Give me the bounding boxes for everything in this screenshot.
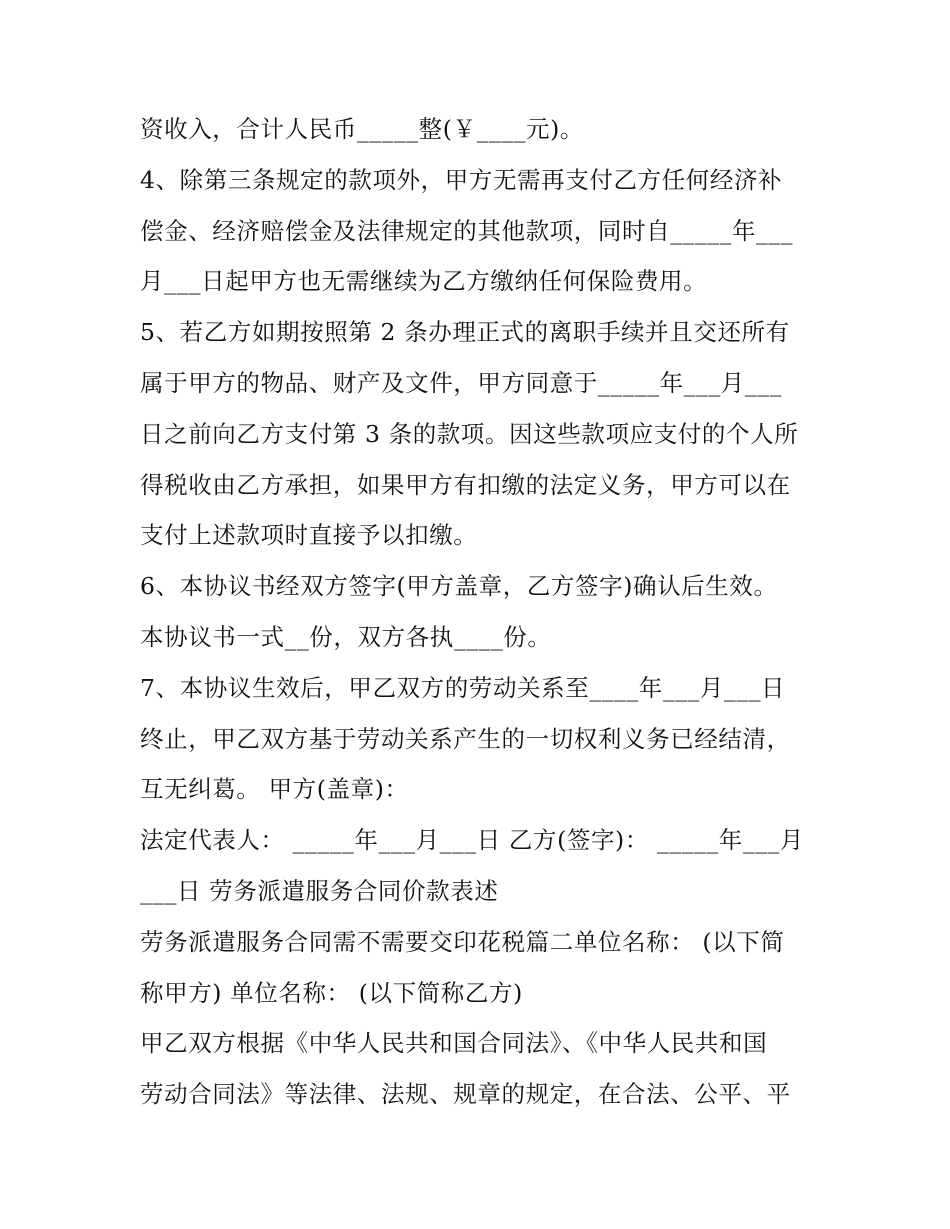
text-line: 偿金、经济赔偿金及法律规定的其他款项，同时自_____年___ <box>140 216 794 245</box>
text-line: 称甲方) 单位名称： (以下简称乙方) <box>140 978 523 1007</box>
text-line: 本协议书一式__份，双方各执____份。 <box>140 622 552 651</box>
text-line: 日之前向乙方支付第 3 条的款项。因这些款项应支付的个人所 <box>140 419 799 448</box>
text-line: 6、本协议书经双方签字(甲方盖章，乙方签字)确认后生效。 <box>140 572 778 601</box>
text-line: 属于甲方的物品、财产及文件，甲方同意于_____年___月___ <box>140 368 782 397</box>
text-line: 资收入，合计人民币_____整(￥____元)。 <box>140 115 584 143</box>
text-line: 7、本协议生效后，甲乙双方的劳动关系至____年___月___日 <box>140 673 786 702</box>
document-body <box>140 104 820 1120</box>
text-line: 支付上述款项时直接予以扣缴。 <box>140 521 478 550</box>
text-line: 4、除第三条规定的款项外，甲方无需再支付乙方任何经济补 <box>140 165 783 194</box>
text-line: 月___日起甲方也无需继续为乙方缴纳任何保险费用。 <box>140 267 708 296</box>
text-line: 甲乙双方根据《中华人民共和国合同法》、《中华人民共和国 <box>140 1029 768 1058</box>
text-line: 劳务派遣服务合同需不需要交印花税篇二单位名称： (以下简 <box>140 927 785 956</box>
text-line: 法定代表人： _____年___月___日 乙方(签字)： _____年___月 <box>140 826 804 855</box>
text-line: 互无纠葛。 甲方(盖章)： <box>140 775 409 804</box>
text-line: 得税收由乙方承担，如果甲方有扣缴的法定义务，甲方可以在 <box>140 470 791 499</box>
text-line: ___日 劳务派遣服务合同价款表述 <box>140 876 499 905</box>
text-line: 5、若乙方如期按照第 2 条办理正式的离职手续并且交还所有 <box>140 318 790 347</box>
text-line: 劳动合同法》等法律、法规、规章的规定，在合法、公平、平 <box>140 1080 791 1109</box>
text-line: 终止，甲乙双方基于劳动关系产生的一切权利义务已经结清， <box>140 724 791 753</box>
